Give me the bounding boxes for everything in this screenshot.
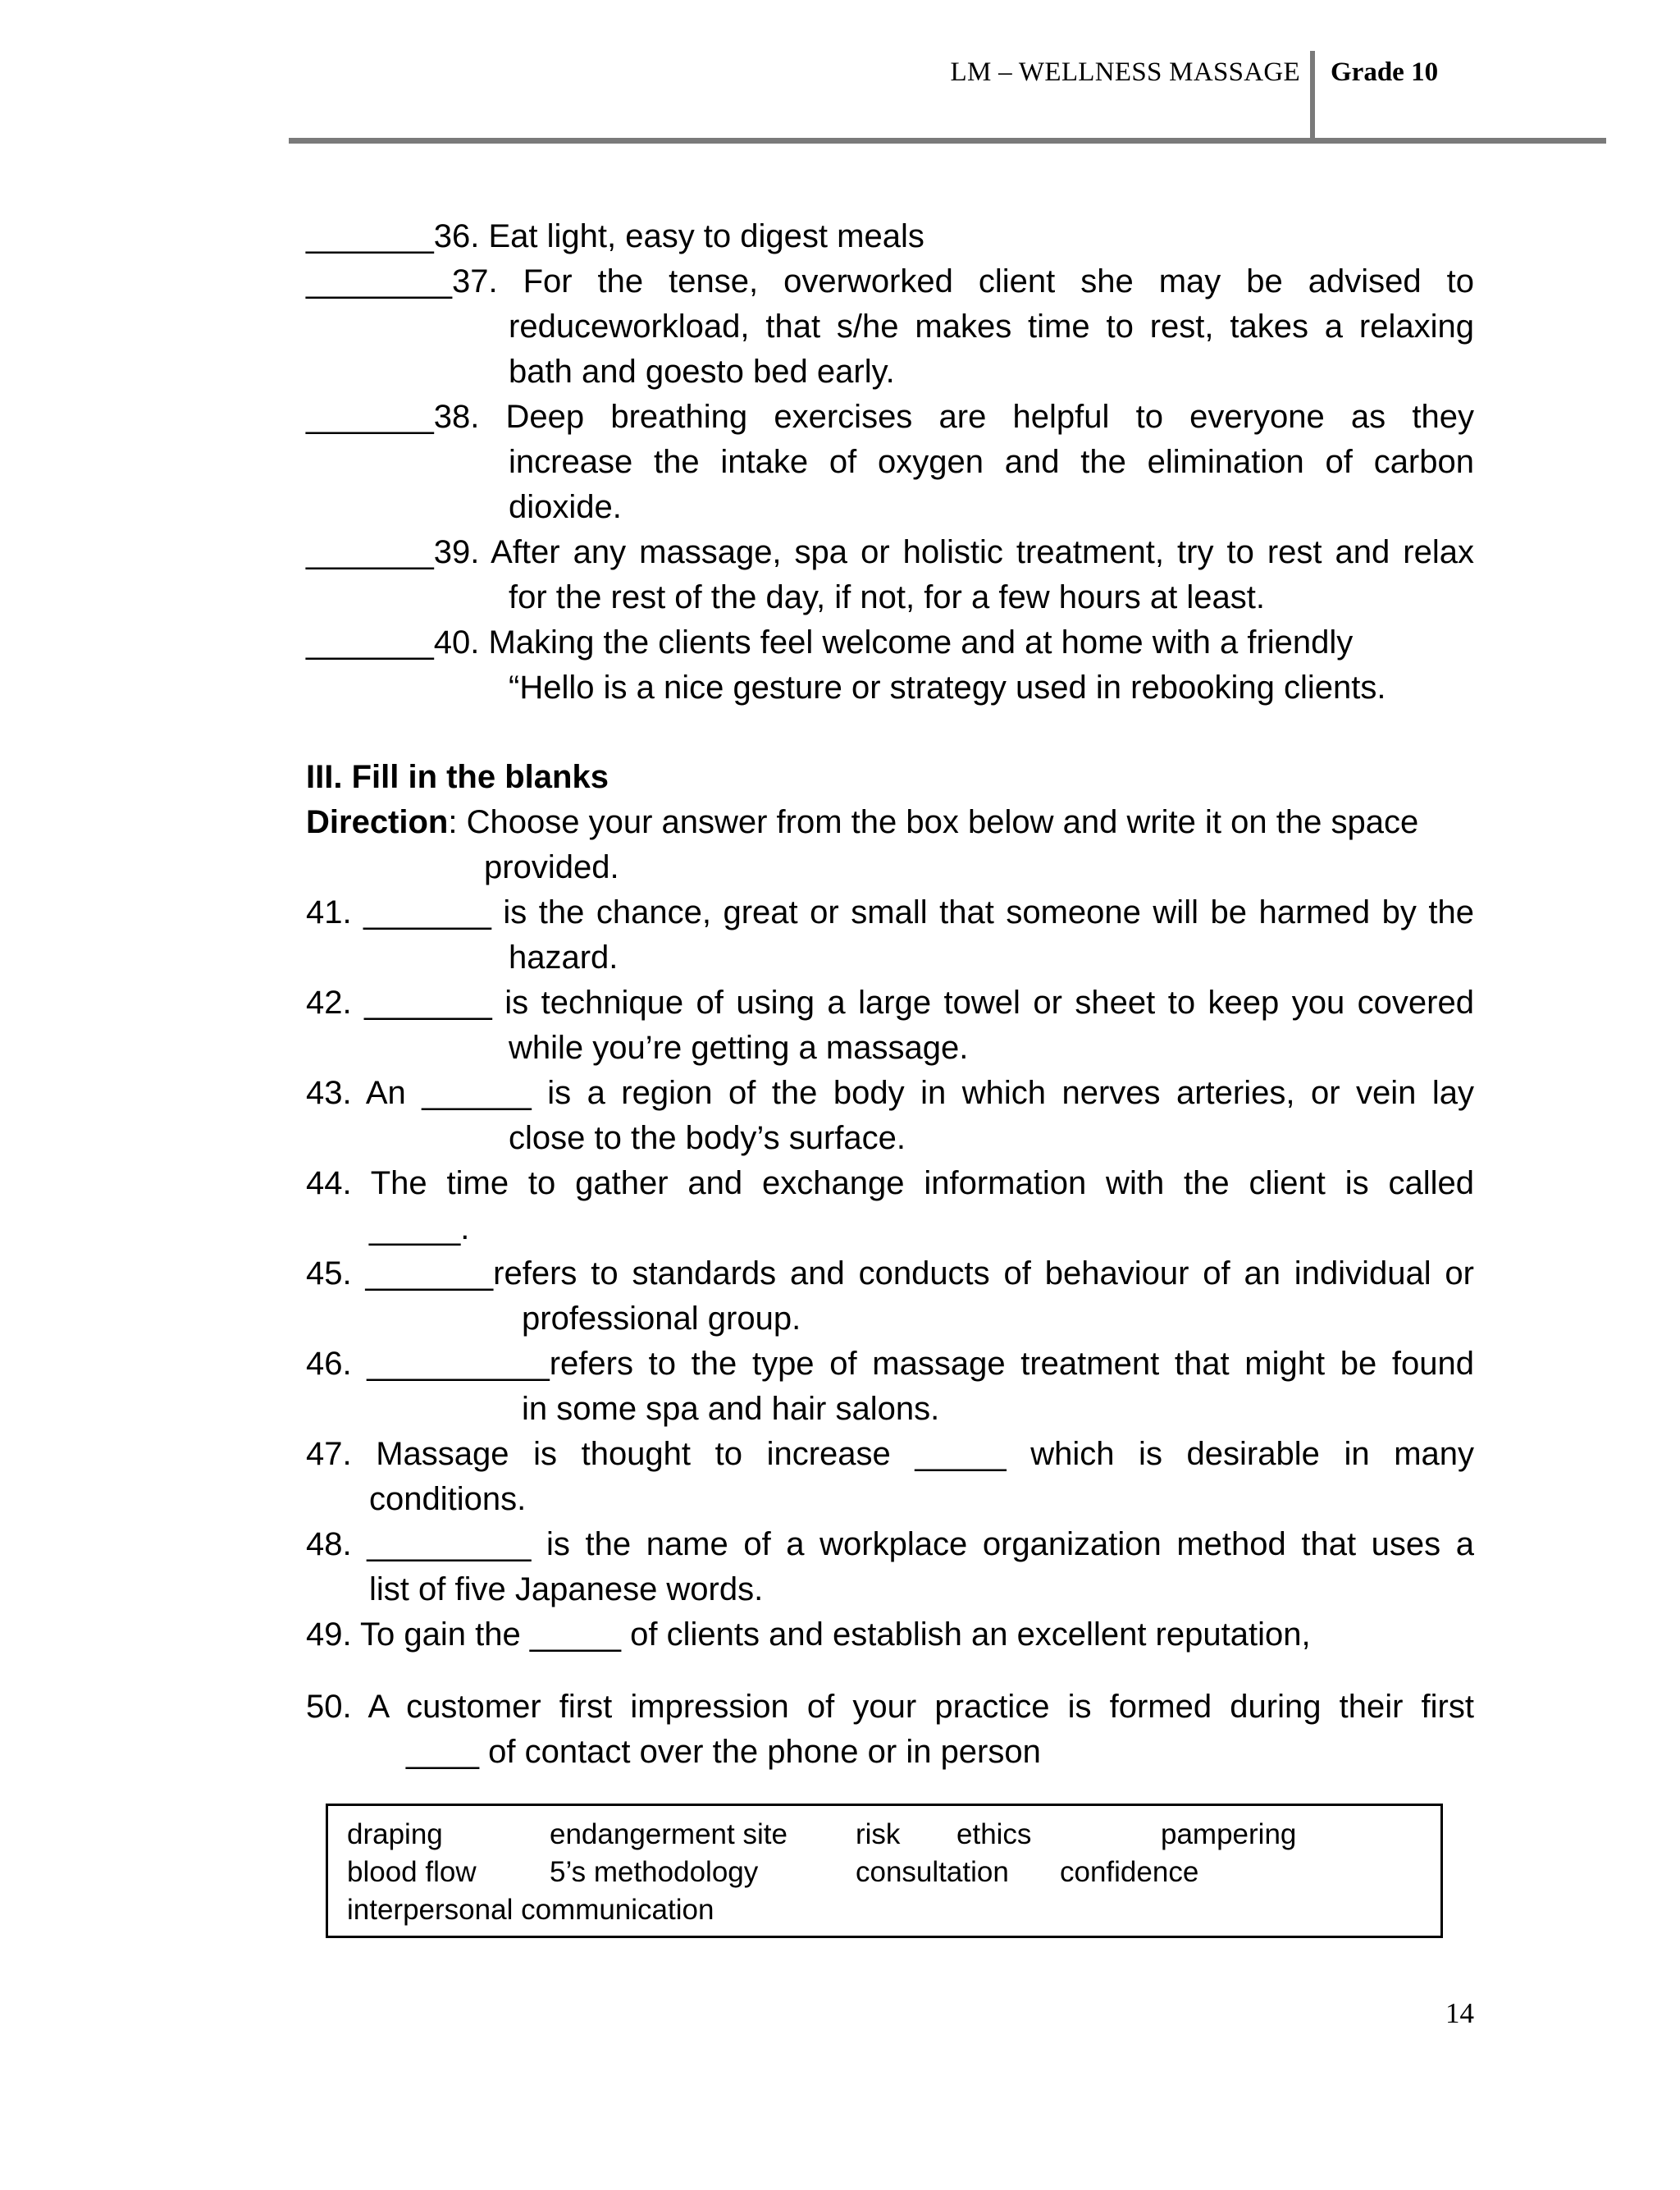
header-grade: Grade 10 (1331, 57, 1439, 87)
item-40-line-1: _______40. Making the clients feel welcome and at home with a friendly (306, 624, 1354, 661)
item-38-line-1: _______38. Deep breathing exercises are helpful to everyone as they (306, 399, 1474, 435)
section-title: III. Fill in the blanks (306, 759, 609, 795)
choice-risk: risk (856, 1818, 901, 1850)
item-42-line-2: while you’re getting a massage. (509, 1030, 969, 1066)
direction-continued: provided. (484, 849, 619, 885)
item-48-line-2: list of five Japanese words. (369, 1571, 764, 1607)
item-45-line-1: 45. _______refers to standards and conducts of behaviour of an individual or (306, 1255, 1474, 1292)
item-37-line-1: ________37. For the tense, overworked client she may be advised to (306, 263, 1474, 299)
item-49-line-1: 49. To gain the _____ of clients and establish an excellent reputation, (306, 1616, 1311, 1653)
choice-interpersonal-communication: interpersonal communication (347, 1894, 714, 1926)
item-43-line-2: close to the body’s surface. (509, 1120, 906, 1156)
choice-confidence: confidence (1060, 1856, 1199, 1888)
item-38-line-2: increase the intake of oxygen and the elimination of carbon (509, 444, 1474, 480)
choice-blood-flow: blood flow (347, 1856, 477, 1888)
choice-draping: draping (347, 1818, 443, 1850)
page-number: 14 (1445, 1997, 1474, 2029)
item-37-line-2: reduceworkload, that s/he makes time to rest, takes a relaxing (509, 309, 1474, 345)
item-47-line-1: 47. Massage is thought to increase _____ which is desirable in many (306, 1436, 1474, 1472)
item-45-line-2: professional group. (522, 1301, 801, 1337)
item-43-line-1: 43. An ______ is a region of the body in which nerves arteries, or vein lay (306, 1075, 1474, 1111)
header-divider (1310, 51, 1315, 139)
item-39-line-2: for the rest of the day, if not, for a few hours at least. (509, 579, 1265, 615)
item-42-line-1: 42. _______ is technique of using a large towel or sheet to keep you covered (306, 985, 1474, 1021)
item-47-line-2: conditions. (369, 1481, 527, 1517)
item-46-line-2: in some spa and hair salons. (522, 1391, 940, 1427)
item-41-line-1: 41. _______ is the chance, great or small that someone will be harmed by the (306, 894, 1474, 930)
item-44-line-2: _____. (369, 1210, 470, 1246)
choice-pampering: pampering (1161, 1818, 1297, 1850)
item-46-line-1: 46. __________refers to the type of massage treatment that might be found (306, 1346, 1474, 1382)
item-37-line-3: bath and goesto bed early. (509, 354, 895, 390)
direction-label: Direction (306, 804, 449, 840)
item-44-line-1: 44. The time to gather and exchange information with the client is called (306, 1165, 1474, 1201)
item-41-line-2: hazard. (509, 940, 619, 976)
direction-line (306, 800, 1474, 845)
item-36-line-1: _______36. Eat light, easy to digest meals (306, 218, 924, 254)
choice-consultation: consultation (856, 1856, 1009, 1888)
item-38-line-3: dioxide. (509, 489, 622, 525)
item-48-line-1: 48. _________ is the name of a workplace organization method that uses a (306, 1526, 1474, 1562)
header-module-title: LM – WELLNESS MASSAGE (950, 57, 1300, 87)
direction-text: : Choose your answer from the box below and write it on the space (448, 804, 1419, 840)
item-40-line-2: “Hello is a nice gesture or strategy used in rebooking clients. (509, 670, 1386, 706)
choice-ethics: ethics (956, 1818, 1032, 1850)
choice-endangerment-site: endangerment site (550, 1818, 788, 1850)
answer-choices-box (326, 1804, 1443, 1938)
item-39-line-1: _______39. After any massage, spa or holistic treatment, try to rest and relax (306, 534, 1474, 570)
header-rule (289, 138, 1606, 144)
item-50-line-1: 50. A customer first impression of your practice is formed during their first (306, 1689, 1474, 1725)
item-50-line-2: ____ of contact over the phone or in person (406, 1734, 1041, 1770)
choice-5s-methodology: 5’s methodology (550, 1856, 759, 1888)
